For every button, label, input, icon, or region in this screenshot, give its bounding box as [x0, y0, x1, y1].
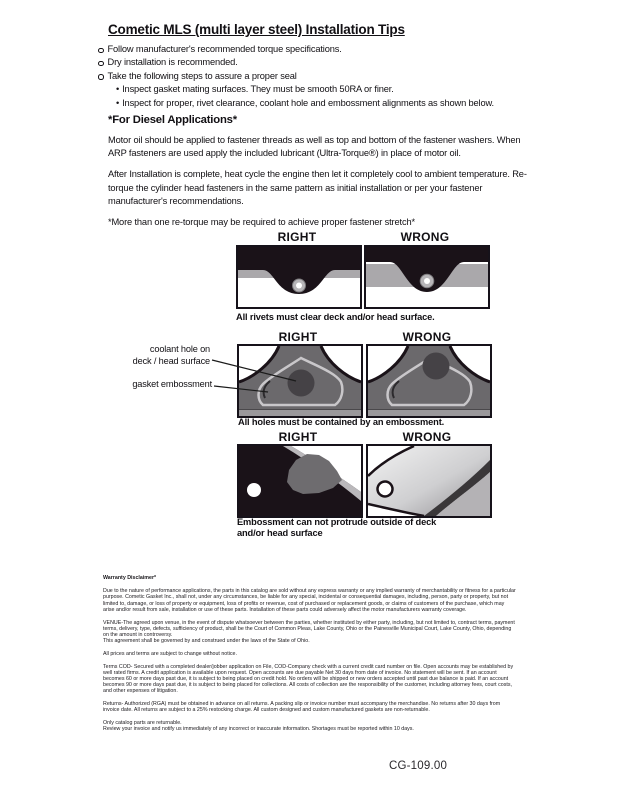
coolant-hole	[288, 370, 315, 397]
bullet-icon: •	[116, 97, 120, 108]
section-heading: *For Diesel Applications*	[108, 114, 237, 126]
wrong-label: WRONG	[400, 230, 450, 244]
protrusion-right-diagram	[237, 444, 363, 518]
disclaimer-heading: Warranty Disclaimer*	[103, 575, 157, 581]
deck-strip	[239, 410, 361, 416]
list-item	[98, 97, 528, 110]
caption-line: and/or head surface	[237, 528, 323, 538]
bullet-icon	[98, 61, 104, 67]
protrusion-wrong-diagram	[366, 444, 492, 518]
coolant-hole-misaligned	[423, 353, 450, 380]
page-title: Cometic MLS (multi layer steel) Installation Tips	[108, 22, 405, 37]
right-label: RIGHT	[278, 330, 318, 344]
tip-text: Follow manufacturer's recommended torque specifications.	[107, 44, 342, 54]
list-item	[98, 83, 528, 96]
bullet-icon	[98, 48, 104, 54]
diagram-caption: All rivets must clear deck and/or head surface.	[236, 312, 435, 322]
bolt-hole	[247, 483, 261, 497]
disclaimer-paragraph: All prices and terms are subject to change without notice.	[103, 650, 237, 657]
bullet-icon: •	[116, 84, 120, 95]
disclaimer-paragraph: Terms COD- Secured with a completed dealer/jobber application on File, COD-Company check with a current credit card number on file. Open accounts may be established by well rated firms. A credit application is available upon request. Open accounts are due payable Net 30 days from date of invoice. No statement will be sent. If an account becomes 60 or more days past due, it is subject to being placed on credit hold. No orders will be shipped or new orders accepted until past due balance is paid. If an account becomes 90 or more days past due, it is subject to being placed for collections. All costs of collection are the responsibility of the customer, including attorney fees, court costs, and other expenses of litigation.	[103, 663, 514, 695]
caption-line: Embossment can not protrude outside of deck	[237, 517, 437, 527]
paragraph: Motor oil should be applied to fastener threads as well as top and bottom of the fastener washers. When ARP fasteners are used apply the included lubricant (Ultra-Torque®) in place of motor oil.	[108, 135, 521, 159]
disclaimer-paragraph: VENUE-The agreed upon venue, in the event of dispute whatsoever between the parties, whether instituted by either party, including, but not limited to, contract terms, payment terms, delivery, type, defects, sufficiency of product, shall be the Court of Common Pleas, Lake County, Ohio or the Painesville Municipal Court, Lake County, Ohio, depending on the amount in controversy.	[103, 619, 515, 638]
paragraph: After Installation is complete, heat cycle the engine then let it completely cool to ambient temperature. Re-torque the cylinder head fasteners in the same pattern as initial installation or per your fastener manufacturer's recommendations.	[108, 169, 527, 206]
wrong-label: WRONG	[402, 430, 452, 444]
label-line: deck / head surface	[132, 355, 210, 366]
disclaimer-paragraph: Due to the nature of performance applications, the parts in this catalog are sold without any express warranty or any implied warranty of merchantability or fitness for a particular purpose. Cometic Gasket Inc., shall not, under any circumstances, be liable for any special, incidental or consequential damages, including, person, party or property, but not limited to, damage, or loss of property or equipment, loss of profits or revenue, cost of purchased or replacement goods, or claims of customers of the purchase, which may arise and/or result from sale, installation or use of these parts. Installation of these parts could adversely affect the motor manufacturers warranty coverage.	[103, 588, 516, 613]
wrong-label: WRONG	[402, 330, 452, 344]
list-item	[98, 56, 528, 69]
coolant-hole-label	[100, 344, 210, 367]
rivet-center	[424, 278, 430, 284]
diagram-caption	[237, 517, 467, 539]
right-label: RIGHT	[278, 430, 318, 444]
diagram-caption: All holes must be contained by an embossment.	[238, 417, 445, 427]
rivet-clearance-right-diagram	[236, 245, 362, 309]
deck-strip	[368, 410, 490, 416]
tip-text: Dry installation is recommended.	[107, 57, 238, 68]
gasket-embossment-label: gasket embossment	[132, 379, 212, 389]
rivet-clearance-wrong-diagram	[364, 245, 490, 309]
warranty-disclaimer	[103, 575, 517, 739]
bolt-hole	[378, 482, 393, 497]
list-item	[98, 70, 528, 83]
disclaimer-paragraph: Review your invoice and notify us immediately of any incorrect or inaccurate information. Shortages must be reported within 10 days.	[103, 726, 414, 733]
rivet-center	[296, 283, 302, 289]
embossment-containment-right-diagram	[237, 344, 363, 418]
disclaimer-paragraph: Only catalog parts are returnable.	[103, 719, 182, 726]
tip-text: Inspect for proper, rivet clearance, coolant hole and embossment alignments as shown below.	[122, 97, 494, 108]
installation-tips-list	[98, 43, 528, 110]
label-line: coolant hole on	[149, 344, 210, 354]
paragraph: *More than one re-torque may be required to achieve proper fastener stretch*	[108, 217, 415, 228]
list-item	[98, 43, 528, 56]
disclaimer-paragraph: Returns- Authorized (RGA) must be obtained in advance on all returns. A packing slip or invoice number must accompany the merchandise. No returns after 30 days from invoice date. All returns are subject to a 25% restocking charge. All custom designed and custom manufactured gaskets are non-returnable.	[103, 701, 501, 714]
tip-text: Inspect gasket mating surfaces. They must be smooth 50RA or finer.	[122, 84, 394, 95]
embossment-containment-wrong-diagram	[366, 344, 492, 418]
tip-text: Take the following steps to assure a proper seal	[107, 70, 297, 81]
bullet-icon	[98, 74, 104, 80]
diesel-applications-section	[108, 114, 530, 237]
page-code: CG-109.00	[389, 760, 448, 772]
right-label: RIGHT	[277, 230, 317, 244]
disclaimer-paragraph: This agreement shall be governed by and construed under the laws of the State of Ohio.	[103, 638, 310, 645]
